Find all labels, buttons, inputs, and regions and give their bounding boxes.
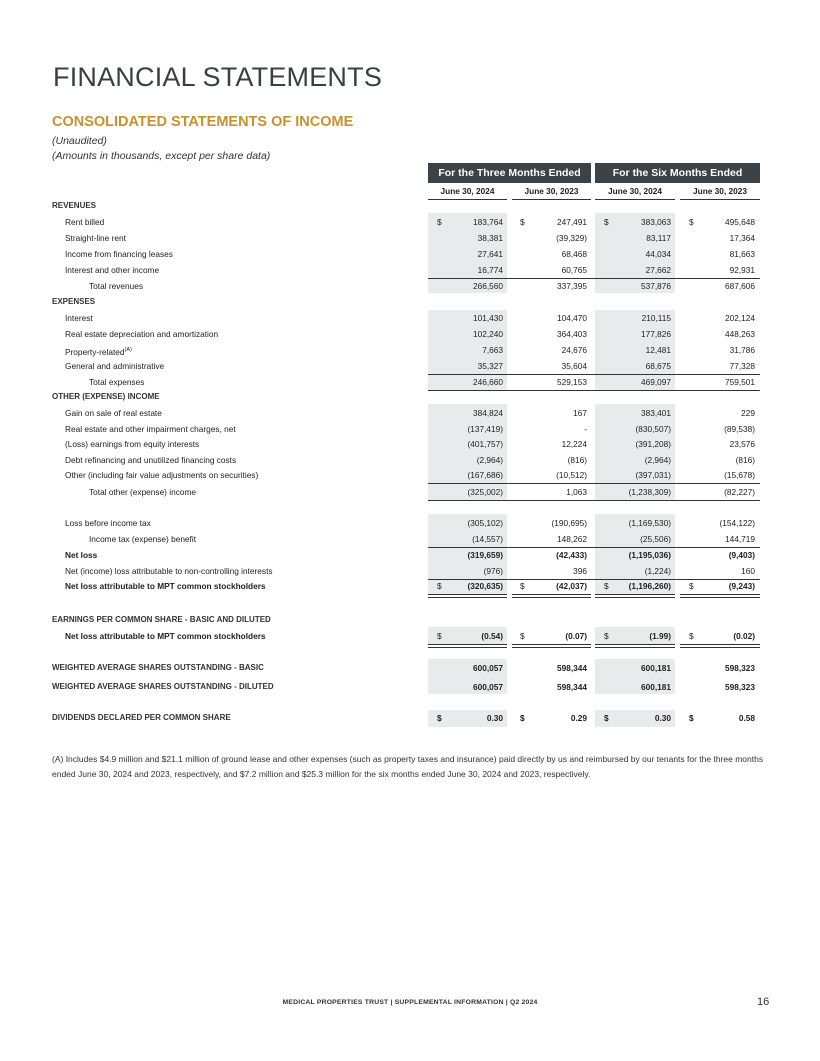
value-6m-2024: (2,964) bbox=[644, 455, 671, 465]
total-double-rule bbox=[680, 594, 760, 598]
row-label: WEIGHTED AVERAGE SHARES OUTSTANDING - DILUTED bbox=[52, 682, 274, 691]
value-6m-2023: 598,323 bbox=[725, 682, 755, 692]
value-3m-2023: 35,604 bbox=[561, 361, 587, 371]
col-header-3m-2023: June 30, 2023 bbox=[512, 186, 591, 200]
value-3m-2024: 266,560 bbox=[473, 281, 503, 291]
value-3m-2024: 102,240 bbox=[473, 329, 503, 339]
value-6m-2024: 44,034 bbox=[645, 249, 671, 259]
page-number: 16 bbox=[757, 996, 770, 1008]
dividends-row bbox=[0, 711, 820, 725]
value-6m-2023: 0.58 bbox=[738, 713, 755, 723]
row-label: Income tax (expense) benefit bbox=[89, 534, 196, 544]
gain-on-sale-row bbox=[0, 406, 820, 420]
row-label: OTHER (EXPENSE) INCOME bbox=[52, 392, 160, 401]
net-loss-mpt-row bbox=[0, 579, 820, 593]
currency-sign: $ bbox=[604, 217, 609, 227]
subtotal-rule bbox=[428, 500, 760, 501]
value-3m-2024: 183,764 bbox=[473, 217, 503, 227]
value-3m-2024: 38,381 bbox=[477, 233, 503, 243]
value-3m-2023: 0.29 bbox=[570, 713, 587, 723]
value-6m-2024: (1,195,036) bbox=[628, 550, 671, 560]
footnote-marker: (A) bbox=[124, 347, 132, 353]
value-6m-2024: 210,115 bbox=[641, 313, 671, 323]
currency-sign: $ bbox=[437, 217, 442, 227]
value-6m-2024: (1.99) bbox=[649, 631, 671, 641]
row-label: Total other (expense) income bbox=[89, 487, 196, 497]
value-3m-2024: (976) bbox=[483, 566, 503, 576]
income-tax-row bbox=[0, 532, 820, 546]
currency-sign: $ bbox=[689, 217, 694, 227]
value-3m-2023: (10,512) bbox=[556, 470, 587, 480]
value-6m-2023: (9,403) bbox=[728, 550, 755, 560]
row-label: Interest bbox=[65, 313, 93, 323]
value-6m-2023: (15,678) bbox=[724, 470, 755, 480]
value-3m-2023: 396 bbox=[573, 566, 587, 576]
currency-sign: $ bbox=[604, 713, 609, 723]
value-3m-2023: 247,491 bbox=[557, 217, 587, 227]
debt-refinancing-row bbox=[0, 453, 820, 467]
value-3m-2024: 35,327 bbox=[477, 361, 503, 371]
section-title: CONSOLIDATED STATEMENTS OF INCOME bbox=[52, 114, 354, 130]
page-title: FINANCIAL STATEMENTS bbox=[53, 62, 383, 92]
value-3m-2023: 337,395 bbox=[557, 281, 587, 291]
value-6m-2023: (9,243) bbox=[728, 581, 755, 591]
value-3m-2023: 529,153 bbox=[557, 377, 587, 387]
total-double-rule bbox=[595, 644, 675, 648]
col-header-6m-2023: June 30, 2023 bbox=[680, 186, 760, 200]
value-6m-2024: (1,169,530) bbox=[628, 518, 671, 528]
value-3m-2024: (2,964) bbox=[476, 455, 503, 465]
row-label: Net loss attributable to MPT common stockholders bbox=[65, 631, 266, 641]
value-3m-2023: - bbox=[584, 424, 587, 434]
impairment-row bbox=[0, 422, 820, 436]
value-3m-2024: 600,057 bbox=[473, 663, 503, 673]
shares-diluted-row bbox=[0, 680, 820, 694]
value-3m-2024: (319,659) bbox=[467, 550, 503, 560]
value-6m-2024: (397,031) bbox=[635, 470, 671, 480]
page-footer: MEDICAL PROPERTIES TRUST | SUPPLEMENTAL INFORMATION | Q2 2024 bbox=[282, 999, 538, 1006]
row-label: General and administrative bbox=[65, 361, 165, 371]
value-3m-2023: (39,329) bbox=[556, 233, 587, 243]
interest-other-income-row bbox=[0, 263, 820, 277]
value-3m-2023: 12,224 bbox=[561, 439, 587, 449]
value-6m-2024: (25,506) bbox=[640, 534, 671, 544]
value-3m-2024: 0.30 bbox=[486, 713, 503, 723]
value-6m-2024: (1,224) bbox=[644, 566, 671, 576]
value-6m-2023: 495,648 bbox=[725, 217, 755, 227]
value-6m-2023: 92,931 bbox=[729, 265, 755, 275]
total-revenues-row bbox=[0, 279, 820, 293]
value-6m-2024: (830,507) bbox=[635, 424, 671, 434]
total-other-row bbox=[0, 485, 820, 499]
value-6m-2023: (0.02) bbox=[733, 631, 755, 641]
value-3m-2023: (42,037) bbox=[556, 581, 587, 591]
non-controlling-row bbox=[0, 564, 820, 578]
total-double-rule bbox=[512, 594, 591, 598]
eps-net-loss-row bbox=[0, 629, 820, 643]
row-label: EARNINGS PER COMMON SHARE - BASIC AND DILUTED bbox=[52, 615, 271, 624]
amounts-note: (Amounts in thousands, except per share data) bbox=[52, 150, 271, 162]
six-months-header: For the Six Months Ended bbox=[595, 163, 760, 183]
currency-sign: $ bbox=[437, 713, 442, 723]
value-6m-2023: 229 bbox=[741, 408, 755, 418]
value-6m-2024: 383,401 bbox=[641, 408, 671, 418]
footnote: (A) Includes $4.9 million and $21.1 million of ground lease and other expenses (such as property taxes and insurance) paid directly by us and reimbursed by our tenants for the three months ended June 30, 2024 and 2023, respectively, and $7.2 million and $25.3 million for the six months ended June 30, 2024 and 2023, respectively. bbox=[52, 754, 764, 779]
value-3m-2023: 598,344 bbox=[557, 663, 587, 673]
value-3m-2023: (816) bbox=[567, 455, 587, 465]
total-double-rule bbox=[428, 644, 507, 648]
value-3m-2023: (42,433) bbox=[556, 550, 587, 560]
currency-sign: $ bbox=[520, 581, 525, 591]
row-label: WEIGHTED AVERAGE SHARES OUTSTANDING - BASIC bbox=[52, 663, 264, 672]
value-6m-2024: 600,181 bbox=[641, 682, 671, 692]
value-6m-2024: 0.30 bbox=[654, 713, 671, 723]
total-double-rule bbox=[595, 594, 675, 598]
row-label: Gain on sale of real estate bbox=[65, 408, 162, 418]
row-label: Net (income) loss attributable to non-controlling interests bbox=[65, 566, 273, 576]
eps-heading bbox=[0, 613, 820, 627]
value-6m-2023: 202,124 bbox=[725, 313, 755, 323]
currency-sign: $ bbox=[604, 581, 609, 591]
row-label: Loss before income tax bbox=[65, 518, 151, 528]
value-3m-2023: 148,262 bbox=[557, 534, 587, 544]
col-header-6m-2024: June 30, 2024 bbox=[595, 186, 675, 200]
value-3m-2024: (167,686) bbox=[467, 470, 503, 480]
equity-interests-row bbox=[0, 437, 820, 451]
value-6m-2024: 383,063 bbox=[641, 217, 671, 227]
value-3m-2024: (320,635) bbox=[467, 581, 503, 591]
value-3m-2024: 384,824 bbox=[473, 408, 503, 418]
value-6m-2023: (816) bbox=[735, 455, 755, 465]
value-3m-2024: (137,419) bbox=[467, 424, 503, 434]
value-6m-2023: 81,663 bbox=[729, 249, 755, 259]
row-label: Interest and other income bbox=[65, 265, 160, 275]
value-6m-2024: (391,208) bbox=[635, 439, 671, 449]
value-6m-2023: 687,606 bbox=[725, 281, 755, 291]
other-income-heading bbox=[0, 390, 820, 404]
value-6m-2023: (89,538) bbox=[724, 424, 755, 434]
value-6m-2023: 448,263 bbox=[725, 329, 755, 339]
value-6m-2024: 469,097 bbox=[641, 377, 671, 387]
value-3m-2023: 167 bbox=[573, 408, 587, 418]
value-6m-2024: 600,181 bbox=[641, 663, 671, 673]
value-3m-2023: (190,695) bbox=[551, 518, 587, 528]
value-6m-2023: (154,122) bbox=[719, 518, 755, 528]
straight-line-rent-row bbox=[0, 231, 820, 245]
revenues-heading bbox=[0, 199, 820, 213]
value-3m-2023: (0.07) bbox=[565, 631, 587, 641]
interest-row bbox=[0, 311, 820, 325]
value-3m-2024: 7,663 bbox=[482, 345, 503, 355]
value-3m-2024: (305,102) bbox=[467, 518, 503, 528]
value-6m-2023: 144,719 bbox=[725, 534, 755, 544]
currency-sign: $ bbox=[520, 217, 525, 227]
value-6m-2023: 759,501 bbox=[725, 377, 755, 387]
row-label: Income from financing leases bbox=[65, 249, 173, 259]
currency-sign: $ bbox=[520, 631, 525, 641]
property-related-row bbox=[0, 343, 820, 357]
value-6m-2023: 160 bbox=[741, 566, 755, 576]
value-6m-2023: 77,328 bbox=[729, 361, 755, 371]
value-3m-2024: (14,557) bbox=[472, 534, 503, 544]
value-3m-2024: 27,641 bbox=[477, 249, 503, 259]
general-admin-row bbox=[0, 359, 820, 373]
currency-sign: $ bbox=[437, 581, 442, 591]
currency-sign: $ bbox=[520, 713, 525, 723]
row-label-text: Property-related bbox=[65, 346, 125, 357]
value-3m-2024: (401,757) bbox=[467, 439, 503, 449]
shares-basic-row bbox=[0, 661, 820, 675]
value-3m-2024: 101,430 bbox=[473, 313, 503, 323]
subtotal-rule bbox=[428, 483, 760, 484]
value-6m-2023: (82,227) bbox=[724, 487, 755, 497]
total-double-rule bbox=[680, 644, 760, 648]
value-3m-2023: 24,676 bbox=[561, 345, 587, 355]
value-3m-2023: 598,344 bbox=[557, 682, 587, 692]
depreciation-row bbox=[0, 327, 820, 341]
other-fair-value-row bbox=[0, 468, 820, 482]
value-3m-2024: 16,774 bbox=[477, 265, 503, 275]
currency-sign: $ bbox=[604, 631, 609, 641]
row-label: Total expenses bbox=[89, 377, 145, 387]
value-3m-2024: 246,660 bbox=[473, 377, 503, 387]
total-expenses-row bbox=[0, 375, 820, 389]
row-label: Other (including fair value adjustments on securities) bbox=[65, 470, 259, 480]
financing-leases-row bbox=[0, 247, 820, 261]
total-double-rule bbox=[428, 594, 507, 598]
value-3m-2024: (0.54) bbox=[481, 631, 503, 641]
value-6m-2024: 68,675 bbox=[645, 361, 671, 371]
loss-before-tax-row bbox=[0, 516, 820, 530]
row-label: Real estate and other impairment charges, net bbox=[65, 424, 236, 434]
row-label: Real estate depreciation and amortization bbox=[65, 329, 219, 339]
row-label: Net loss bbox=[65, 550, 98, 560]
currency-sign: $ bbox=[689, 713, 694, 723]
currency-sign: $ bbox=[689, 581, 694, 591]
row-label: Total revenues bbox=[89, 281, 143, 291]
net-loss-row bbox=[0, 548, 820, 562]
row-label: DIVIDENDS DECLARED PER COMMON SHARE bbox=[52, 713, 231, 722]
col-header-3m-2024: June 30, 2024 bbox=[428, 186, 507, 200]
value-3m-2023: 1,063 bbox=[566, 487, 587, 497]
row-label: Straight-line rent bbox=[65, 233, 126, 243]
value-3m-2024: (325,002) bbox=[467, 487, 503, 497]
row-label: EXPENSES bbox=[52, 297, 96, 306]
value-6m-2024: 27,662 bbox=[645, 265, 671, 275]
three-months-header: For the Three Months Ended bbox=[428, 163, 591, 183]
value-6m-2023: 598,323 bbox=[725, 663, 755, 673]
currency-sign: $ bbox=[437, 631, 442, 641]
value-3m-2023: 364,403 bbox=[557, 329, 587, 339]
value-3m-2023: 68,468 bbox=[561, 249, 587, 259]
row-label bbox=[65, 343, 132, 359]
value-3m-2023: 104,470 bbox=[557, 313, 587, 323]
rent-billed-row bbox=[0, 215, 820, 229]
value-6m-2024: (1,238,309) bbox=[628, 487, 671, 497]
value-6m-2024: 12,481 bbox=[645, 345, 671, 355]
unaudited-note: (Unaudited) bbox=[52, 135, 107, 147]
total-double-rule bbox=[512, 644, 591, 648]
value-6m-2023: 31,786 bbox=[729, 345, 755, 355]
value-6m-2024: 83,117 bbox=[646, 233, 671, 243]
row-label: Rent billed bbox=[65, 217, 105, 227]
value-6m-2024: (1,196,260) bbox=[628, 581, 671, 591]
row-label: REVENUES bbox=[52, 201, 97, 210]
value-6m-2024: 537,876 bbox=[641, 281, 671, 291]
value-6m-2023: 23,576 bbox=[729, 439, 755, 449]
value-3m-2023: 60,765 bbox=[561, 265, 587, 275]
value-6m-2024: 177,826 bbox=[641, 329, 671, 339]
value-3m-2024: 600,057 bbox=[473, 682, 503, 692]
row-label: Debt refinancing and unutilized financing costs bbox=[65, 455, 237, 465]
row-label: (Loss) earnings from equity interests bbox=[65, 439, 200, 449]
value-6m-2023: 17,364 bbox=[729, 233, 755, 243]
currency-sign: $ bbox=[689, 631, 694, 641]
row-label: Net loss attributable to MPT common stockholders bbox=[65, 581, 266, 591]
expenses-heading bbox=[0, 295, 820, 309]
